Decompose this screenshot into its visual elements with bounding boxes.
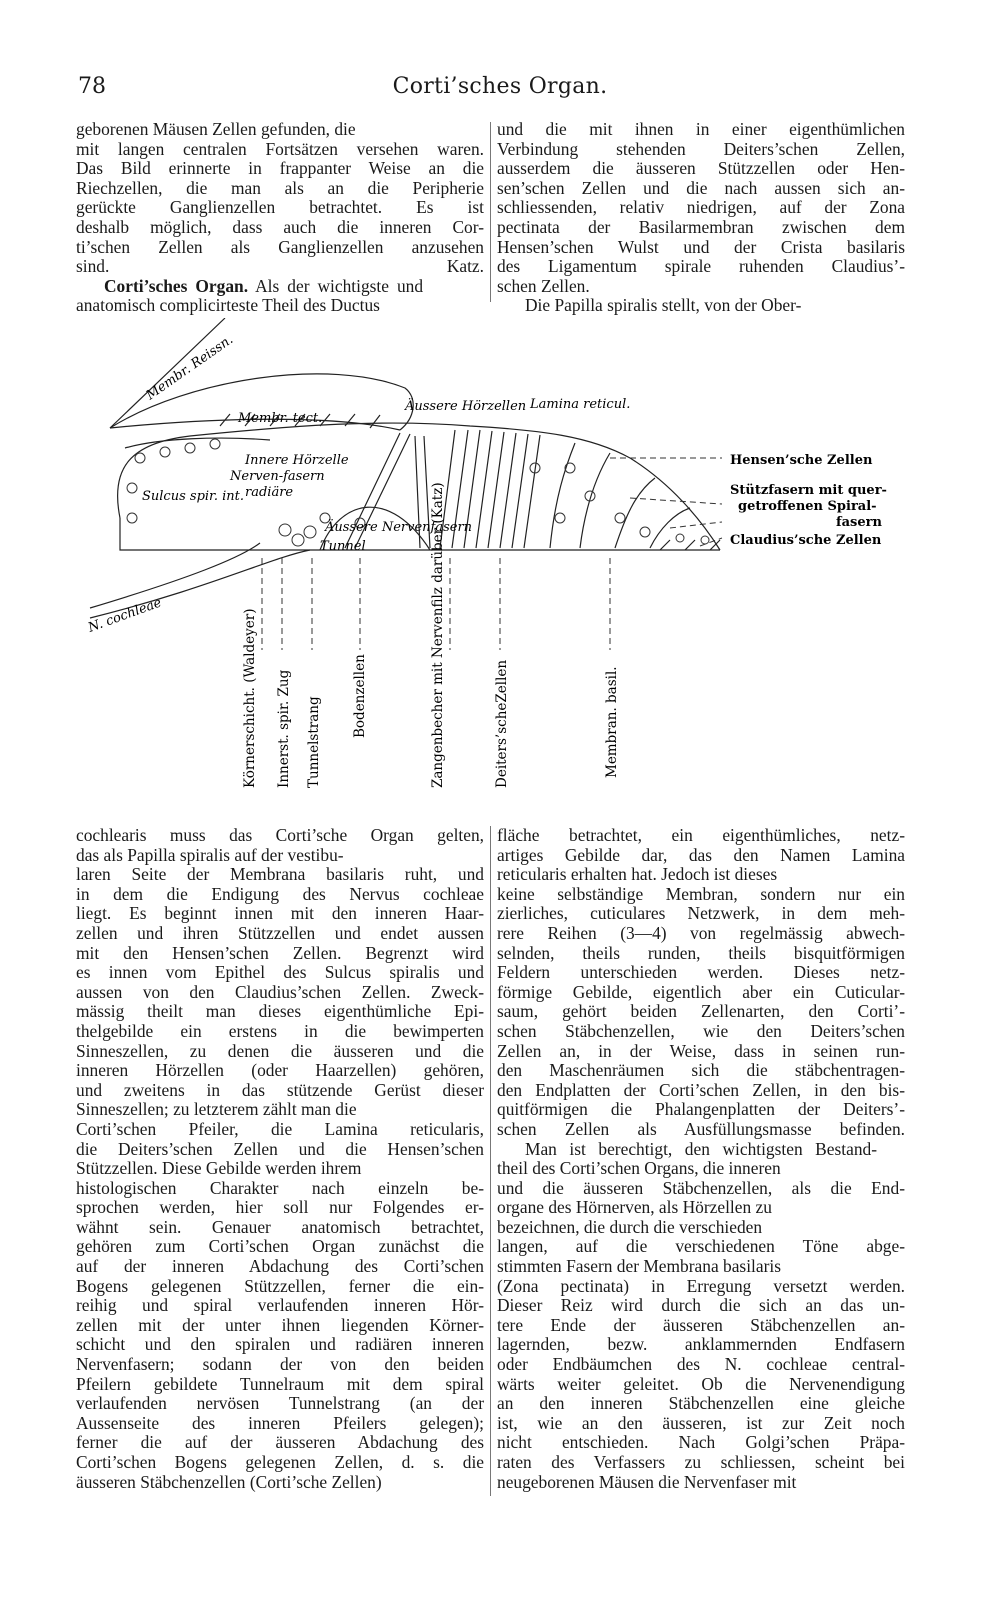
text-line: keine selbständige Membran, sondern nur ein	[497, 883, 905, 904]
sulcus-epithelium	[125, 438, 270, 448]
text-line: Hensen’schen Wulst und der Crista basilaris	[497, 236, 905, 257]
text-line: Man ist berechtigt, den wichtigsten Bestand-	[525, 1138, 877, 1159]
page-number: 78	[78, 74, 106, 99]
text-line: langen, auf die verschiedenen Töne abge-	[497, 1236, 905, 1257]
section-heading: Corti’sches Organ.	[104, 275, 249, 296]
label-membr-tect: Membr. tect.	[238, 411, 323, 426]
vertical-label-innerst-spir-zug: Innerst. spir. Zug	[276, 669, 292, 788]
section-heading-line	[76, 277, 484, 297]
text-line: den Maschenräumen sich die stäbchentragen-	[497, 1060, 905, 1081]
sulcus-base	[120, 518, 310, 550]
bottom-right-column	[497, 826, 905, 1492]
text-line: es innen vom Epithel des Sulcus spiralis und	[76, 962, 484, 983]
text-line: Bogens gelegenen Stützzellen, ferner die ein-	[76, 1275, 484, 1296]
label-stuetzfasern-1: Stützfasern mit quer-	[730, 483, 887, 498]
text-line: schen Zellen als Ausfüllungsmasse befinden.	[497, 1118, 905, 1139]
text-line: selnden, theils runden, theils bisquitförmigen	[497, 942, 905, 963]
top-right-column	[497, 120, 905, 316]
vertical-label-bodenzellen: Bodenzellen	[352, 654, 368, 738]
text-line: den Endplatten der Corti’schen Zellen, in den bis-	[497, 1079, 905, 1100]
text-line: wärts weiter geleitet. Ob die Nervenendigung	[497, 1373, 905, 1394]
text-line: Feldern unterschieden werden. Dieses netz-	[497, 962, 905, 983]
text-line: wähnt sein. Genauer anatomisch betrachtet,	[76, 1216, 484, 1237]
leader-lines	[262, 458, 722, 650]
text-line: ferner die auf der äusseren Abdachung des	[76, 1432, 484, 1453]
text-line: äusseren Stäbchenzellen (Corti’sche Zellen)	[76, 1471, 382, 1492]
text-line: mit langen centralen Fortsätzen versehen waren.	[76, 138, 484, 159]
label-membr-reissn: Membr. Reissn.	[143, 332, 237, 404]
text-line: Zellen an, in der Weise, dass in seinen run-	[497, 1040, 905, 1061]
text-line: theil des Corti’schen Organs, die inneren	[497, 1158, 781, 1179]
text-line: (Zona pectinata) in Erregung versetzt werden.	[497, 1275, 905, 1296]
text-line: quitförmigen die Phalangenplatten der Deiters’-	[497, 1099, 905, 1120]
text-line: deshalb möglich, dass auch die inneren Cor-	[76, 216, 484, 237]
text-line: des Ligamentum spirale ruhenden Claudius’-	[497, 256, 905, 277]
text-line: und die äusseren Stäbchenzellen, als die End-	[497, 1177, 905, 1198]
label-innere-hoerzelle: Innere Hörzelle	[245, 453, 349, 468]
corti-organ-drawing	[70, 318, 930, 818]
text-line: rere Reihen (3—4) von regelmässig abwech-	[497, 922, 905, 943]
text-line: ti’schen Zellen als Ganglienzellen anzusehen	[76, 236, 484, 257]
label-hensen-zellen: Hensen’sche Zellen	[730, 453, 873, 468]
label-lamina-reticul: Lamina reticul.	[530, 397, 631, 412]
text-line: in dem die Endigung des Nervus cochleae	[76, 883, 484, 904]
text-line: nicht entschieden. Nach Golgi’schen Präpa-	[497, 1432, 905, 1453]
text-line: geborenen Mäusen Zellen gefunden, die	[76, 119, 356, 139]
hensen-cells	[550, 443, 690, 548]
text-line: Die Papilla spiralis stellt, von der Ober-	[525, 295, 802, 316]
text-line: laren Seite der Membrana basilaris ruht, und	[76, 864, 484, 885]
text-line: verlaufenden nervösen Tunnelstrang (an der	[76, 1393, 484, 1414]
text-line: neugeborenen Mäusen die Nervenfaser mit	[497, 1471, 797, 1492]
text-line: zierliches, cuticulares Netzwerk, in dem meh-	[497, 903, 905, 924]
text-line: anatomisch complicirteste Theil des Ductus	[76, 295, 380, 316]
text-line: Corti’schen Pfeiler, die Lamina reticularis,	[76, 1118, 484, 1139]
text-line: Pfeilern gebildete Tunnelraum mit dem spiral	[76, 1373, 484, 1394]
text-line: thelgebilde ein erstens in die bewimperten	[76, 1020, 484, 1041]
text-line: sen’schen Zellen und die nach aussen sich an-	[497, 177, 905, 198]
text-line: Corti’schen Bogens gelegenen Zellen, d. s. die	[76, 1452, 484, 1472]
text-line: Aussenseite des inneren Pfeilers gelegen);	[76, 1412, 484, 1433]
text-line: gerückte Ganglienzellen betrachtet. Es ist	[76, 197, 484, 218]
text-line: Nervenfasern; sodann der von den beiden	[76, 1354, 484, 1375]
text-line: reticularis erhalten hat. Jedoch ist dieses	[497, 864, 778, 885]
label-tunnel: Tunnel	[320, 539, 366, 554]
label-aeussere-hoerzellen: Äussere Hörzellen	[405, 399, 527, 414]
text-line: schen Zellen.	[497, 275, 590, 296]
vertical-label-membran-basil: Membran. basil.	[604, 666, 620, 778]
top-left-column	[76, 120, 484, 316]
text-line: schicht und den spiralen und radiären inneren	[76, 1334, 484, 1355]
basilar-membrane	[90, 550, 720, 618]
text-line: und zweitens in das stützende Gerüst dieser	[76, 1079, 484, 1100]
text-line: raten des Verfassers zu schliessen, scheint bei	[497, 1452, 905, 1472]
text-line: sind.	[76, 256, 110, 277]
text-line: histologischen Charakter nach einzeln be-	[76, 1177, 484, 1198]
reissner-membrane	[110, 318, 225, 428]
text-line: Das Bild erinnerte in frappanter Weise an die	[76, 158, 484, 179]
vertical-label-deiters-zellen: Deiters’scheZellen	[494, 659, 510, 788]
text-line: förmige Gebilde, eigentlich aber ein Cuticular-	[497, 981, 905, 1002]
text-line: organe des Hörnerven, als Hörzellen zu	[497, 1197, 772, 1218]
text-line: gehören zum Corti’schen Organ zunächst die	[76, 1236, 484, 1257]
text-line: Stützzellen. Diese Gebilde werden ihrem	[76, 1158, 362, 1179]
text-line: oder Endbäumchen des N. cochleae central-	[497, 1354, 905, 1375]
text-line: Verbindung stehenden Deiters’schen Zellen,	[497, 138, 905, 159]
text-line: das als Papilla spiralis auf der vestibu-	[76, 844, 344, 865]
text-line: aussen von den Claudius’schen Zellen. Zweck-	[76, 981, 484, 1002]
text-line: Dieser Reiz wird durch die sich an das un-	[497, 1295, 905, 1316]
label-sulcus-spir-int: Sulcus spir. int.	[142, 489, 244, 504]
label-stuetzfasern-3: fasern	[836, 515, 882, 530]
author-signature: Katz.	[446, 256, 484, 277]
text-line: saum, gehört beiden Zellenarten, den Corti’-	[497, 1001, 905, 1022]
label-n-cochleae: N. cochleae	[86, 595, 164, 636]
text-line: liegt. Es beginnt innen mit den inneren Haar-	[76, 903, 484, 924]
text-line: schen Stäbchenzellen, wie den Deiters’schen	[497, 1020, 905, 1041]
heading-continuation: Als der wichtigste und	[255, 275, 424, 296]
text-line: inneren Hörzellen (oder Haarzellen) gehören,	[76, 1060, 484, 1081]
text-line: zellen und ihren Stützzellen und endet aussen	[76, 922, 484, 943]
text-line: pectinata der Basilarmembran zwischen dem	[497, 216, 905, 237]
vertical-label-zangenbecher: Zangenbecher mit Nervenfilz darüber (Katz)	[430, 482, 446, 788]
label-aeussere-nervenfasern: Äussere Nervenfasern	[325, 520, 473, 535]
text-line: sprochen werden, hier soll nur Folgendes er-	[76, 1197, 484, 1218]
text-line: schliessenden, relativ niedrigen, auf der Zona	[497, 197, 905, 218]
label-nervenfasern: Nerven-fasern	[230, 469, 325, 484]
text-line: Sinneszellen, zu denen die äusseren und die	[76, 1040, 484, 1061]
text-line: die Deiters’schen Zellen und die Hensen’schen	[76, 1138, 484, 1159]
cochlear-nerve-bundle	[90, 543, 260, 608]
text-line: fläche betrachtet, ein eigenthümliches, netz-	[497, 825, 905, 845]
text-line: stimmten Fasern der Membrana basilaris	[497, 1256, 781, 1277]
text-line: mit den Hensen’schen Zellen. Begrenzt wird	[76, 942, 484, 963]
label-stuetzfasern-2: getroffenen Spiral-	[738, 499, 877, 514]
text-line: cochlearis muss das Corti’sche Organ gelten,	[76, 825, 484, 845]
column-divider	[490, 826, 491, 1496]
corti-organ-figure	[70, 318, 930, 818]
text-line: ausserdem die äusseren Stützzellen oder Hen-	[497, 158, 905, 179]
bottom-left-column	[76, 826, 484, 1492]
text-line: auf der inneren Abdachung des Corti’schen	[76, 1256, 484, 1277]
text-line: zellen mit der unter ihnen liegenden Körner-	[76, 1314, 484, 1335]
text-line: mässig theilt man dieses eigenthümliche Epi-	[76, 1001, 484, 1022]
label-claudius-zellen: Claudius’sche Zellen	[730, 533, 882, 548]
text-line: artiges Gebilde dar, das den Namen Lamina	[497, 844, 905, 865]
text-line: an den inneren Stäbchenzellen eine gleiche	[497, 1393, 905, 1414]
vertical-label-koernerschicht: Körnerschicht. (Waldeyer)	[242, 608, 258, 788]
text-line: Sinneszellen; zu letzterem zählt man die	[76, 1099, 357, 1120]
text-line: tere Ende der äusseren Stäbchenzellen an-	[497, 1314, 905, 1335]
column-divider	[490, 122, 491, 302]
text-line: bezeichnen, die durch die verschieden	[497, 1216, 763, 1237]
text-line: ist, wie an den äusseren, ist zur Zeit noch	[497, 1412, 905, 1433]
text-line: lagernden, bezw. anklammernden Endfasern	[497, 1334, 905, 1355]
text-line: Riechzellen, die man als an die Peripherie	[76, 177, 484, 198]
text-line: und die mit ihnen in einer eigenthümlichen	[497, 119, 905, 139]
vertical-label-tunnelstrang: Tunnelstrang	[306, 696, 322, 788]
running-title: Corti’sches Organ.	[392, 74, 608, 99]
text-line: reihig und spiral verlaufenden inneren Hör-	[76, 1295, 484, 1316]
label-radiaere: radiäre	[245, 485, 294, 500]
